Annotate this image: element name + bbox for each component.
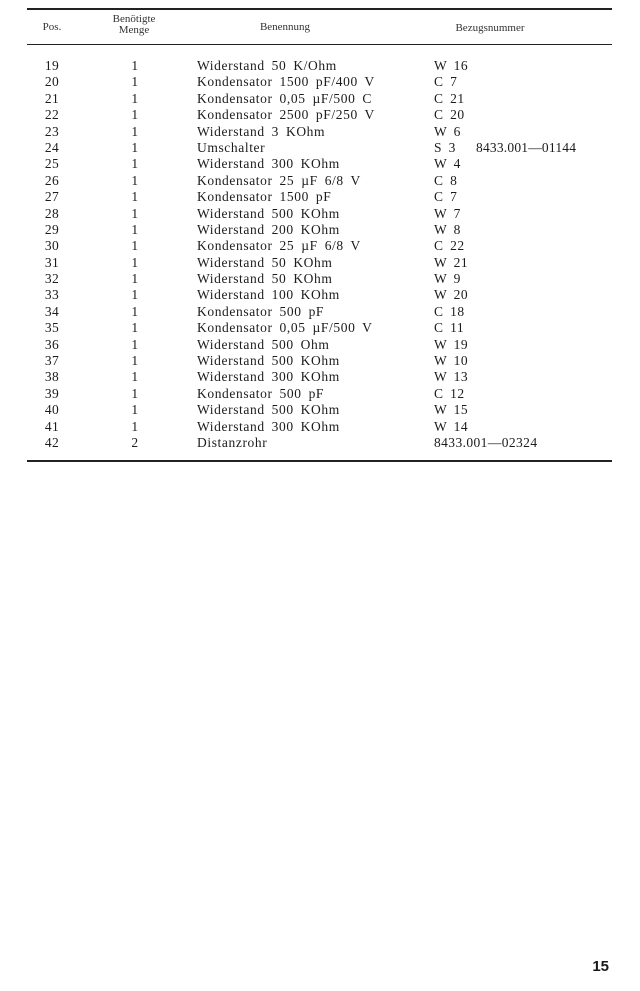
row-designation: Kondensator 1500 pF/400 V [197, 74, 375, 90]
row-designation: Widerstand 500 KOhm [197, 205, 340, 221]
table-row [0, 386, 640, 402]
table-row [0, 369, 640, 385]
header-pos: Pos. [42, 21, 62, 33]
row-pos: 34 [44, 303, 60, 319]
table-row [0, 238, 640, 254]
row-designation: Widerstand 500 KOhm [197, 353, 340, 369]
row-quantity: 1 [131, 172, 139, 188]
row-quantity: 1 [131, 385, 139, 401]
row-quantity: 1 [131, 189, 139, 205]
row-designation: Umschalter [197, 139, 266, 155]
table-row [0, 271, 640, 287]
header-menge [104, 14, 164, 36]
row-reference: W 10 [434, 353, 468, 369]
row-quantity: 1 [131, 369, 139, 385]
row-reference: W 19 [434, 336, 468, 352]
row-pos: 31 [44, 254, 60, 270]
table-row [0, 74, 640, 90]
row-quantity: 1 [131, 402, 139, 418]
row-designation: Widerstand 100 KOhm [197, 287, 340, 303]
row-reference: C 8 [434, 172, 458, 188]
row-pos: 40 [44, 402, 60, 418]
row-pos: 28 [44, 205, 60, 221]
row-pos: 23 [44, 123, 60, 139]
row-designation: Kondensator 500 pF [197, 385, 325, 401]
row-pos: 24 [44, 139, 60, 155]
row-quantity: 1 [131, 238, 139, 254]
row-pos: 26 [44, 172, 60, 188]
row-reference: W 9 [434, 271, 461, 287]
row-designation: Kondensator 1500 pF [197, 189, 332, 205]
row-pos: 20 [44, 74, 60, 90]
header-bezugsnummer: Bezugsnummer [455, 22, 525, 34]
row-reference: C 20 [434, 107, 465, 123]
row-reference: W 16 [434, 58, 468, 73]
row-designation: Widerstand 50 KOhm [197, 271, 333, 287]
row-designation: Kondensator 25 µF 6/8 V [197, 238, 361, 254]
row-quantity: 1 [131, 287, 139, 303]
row-quantity: 1 [131, 271, 139, 287]
table-row [0, 107, 640, 123]
row-designation: Widerstand 500 KOhm [197, 402, 340, 418]
table-top-rule [27, 8, 612, 10]
row-reference: C 7 [434, 74, 458, 90]
row-pos: 19 [44, 58, 60, 73]
row-quantity: 1 [131, 58, 139, 73]
table-row [0, 124, 640, 140]
row-quantity: 1 [131, 353, 139, 369]
row-quantity: 1 [131, 123, 139, 139]
row-designation: Kondensator 2500 pF/250 V [197, 107, 375, 123]
header-menge-line2: Menge [118, 24, 150, 36]
row-pos: 22 [44, 107, 60, 123]
row-reference: W 15 [434, 402, 468, 418]
table-row [0, 287, 640, 303]
row-designation: Widerstand 500 Ohm [197, 336, 330, 352]
page-number: 15 [592, 958, 609, 975]
table-bottom-rule [27, 460, 612, 462]
row-reference: W 21 [434, 254, 468, 270]
row-designation: Widerstand 300 KOhm [197, 156, 340, 172]
header-menge-line1: Benötigte [112, 13, 156, 25]
header-benennung: Benennung [259, 21, 311, 33]
row-pos: 41 [44, 418, 60, 434]
row-pos: 36 [44, 336, 60, 352]
table-row [0, 140, 640, 156]
row-pos: 42 [44, 434, 60, 450]
row-order-code: 8433.001—01144 [476, 139, 577, 155]
table-row [0, 173, 640, 189]
row-reference: W 6 [434, 123, 461, 139]
row-quantity: 1 [131, 156, 139, 172]
table-row [0, 353, 640, 369]
row-quantity: 1 [131, 336, 139, 352]
table-row [0, 419, 640, 435]
row-quantity: 1 [131, 418, 139, 434]
row-quantity: 1 [131, 303, 139, 319]
row-reference: 8433.001—02324 [434, 434, 538, 450]
row-designation: Kondensator 25 µF 6/8 V [197, 172, 361, 188]
row-designation: Widerstand 50 K/Ohm [197, 58, 337, 73]
row-reference: W 7 [434, 205, 461, 221]
row-designation: Widerstand 200 KOhm [197, 221, 340, 237]
row-pos: 30 [44, 238, 60, 254]
row-designation: Widerstand 300 KOhm [197, 369, 340, 385]
row-quantity: 1 [131, 320, 139, 336]
row-designation: Widerstand 300 KOhm [197, 418, 340, 434]
row-reference: S 3 [434, 139, 456, 155]
row-pos: 38 [44, 369, 60, 385]
row-reference: C 12 [434, 385, 465, 401]
row-designation: Kondensator 0,05 µF/500 V [197, 320, 373, 336]
row-reference: W 20 [434, 287, 468, 303]
row-designation: Widerstand 3 KOhm [197, 123, 326, 139]
row-pos: 21 [44, 90, 60, 106]
row-reference: C 7 [434, 189, 458, 205]
table-row [0, 91, 640, 107]
row-quantity: 1 [131, 139, 139, 155]
row-pos: 39 [44, 385, 60, 401]
table-row [0, 435, 640, 451]
row-pos: 33 [44, 287, 60, 303]
row-quantity: 1 [131, 107, 139, 123]
row-designation: Kondensator 500 pF [197, 303, 325, 319]
table-row [0, 337, 640, 353]
row-pos: 37 [44, 353, 60, 369]
row-reference: C 21 [434, 90, 465, 106]
table-header-rule [27, 44, 612, 45]
row-quantity: 1 [131, 90, 139, 106]
row-reference: C 18 [434, 303, 465, 319]
row-reference: C 22 [434, 238, 465, 254]
table-row [0, 402, 640, 418]
row-pos: 27 [44, 189, 60, 205]
table-row [0, 206, 640, 222]
row-pos: 35 [44, 320, 60, 336]
table-row [0, 58, 640, 74]
table-row [0, 255, 640, 271]
table-row [0, 304, 640, 320]
row-reference: W 8 [434, 221, 461, 237]
row-quantity: 1 [131, 254, 139, 270]
row-pos: 32 [44, 271, 60, 287]
parts-table-body [0, 58, 640, 451]
row-pos: 25 [44, 156, 60, 172]
row-quantity: 1 [131, 221, 139, 237]
row-reference: W 14 [434, 418, 468, 434]
row-designation: Kondensator 0,05 µF/500 C [197, 90, 373, 106]
table-row [0, 320, 640, 336]
table-row [0, 222, 640, 238]
row-reference: W 13 [434, 369, 468, 385]
table-row [0, 156, 640, 172]
row-quantity: 1 [131, 74, 139, 90]
row-pos: 29 [44, 221, 60, 237]
row-designation: Widerstand 50 KOhm [197, 254, 333, 270]
row-quantity: 1 [131, 205, 139, 221]
table-row [0, 189, 640, 205]
row-designation: Distanzrohr [197, 434, 268, 450]
row-reference: W 4 [434, 156, 461, 172]
row-reference: C 11 [434, 320, 464, 336]
row-quantity: 2 [131, 434, 139, 450]
